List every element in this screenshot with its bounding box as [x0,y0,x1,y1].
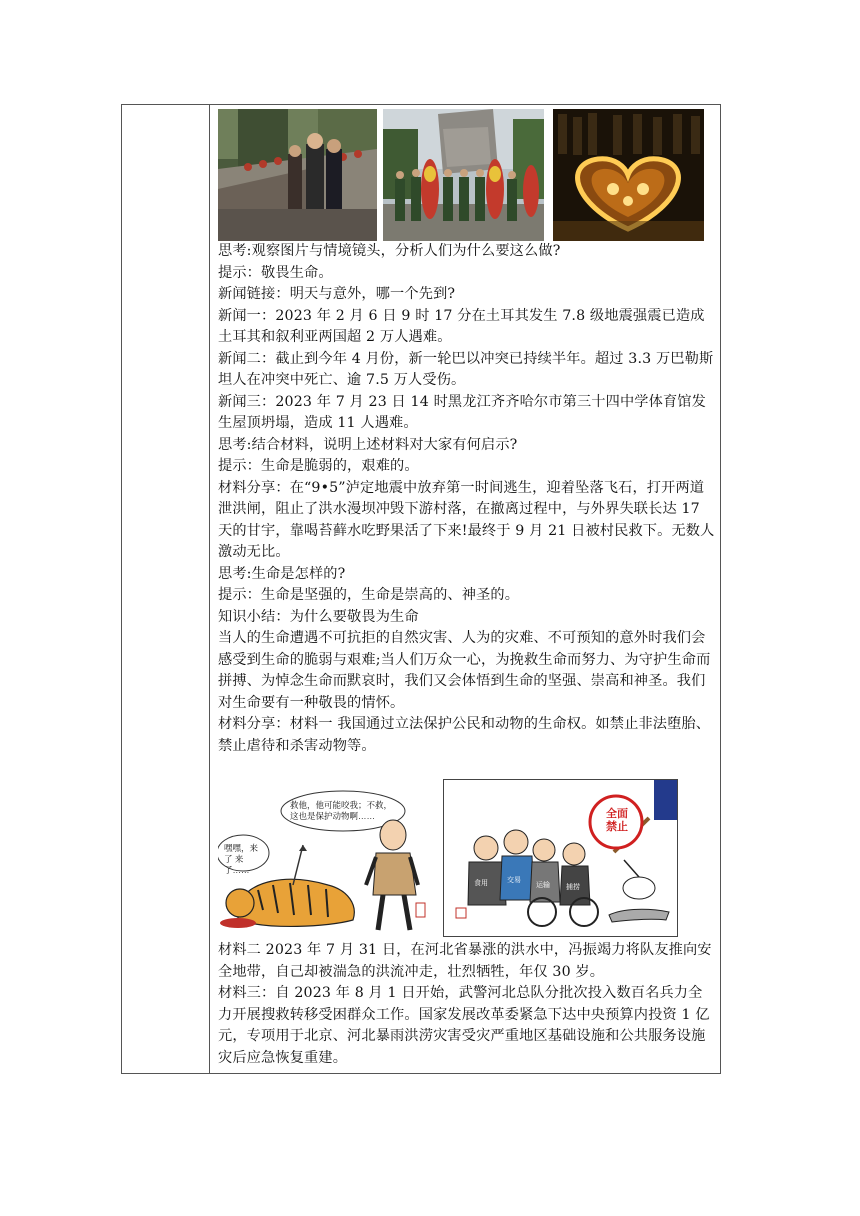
speech-bubble-right: 救他，他可能咬我；不救，这也是保护动物啊…… [290,800,393,821]
column-divider [209,105,210,1073]
paragraph-material-share-1: 材料分享：在“9•5”泸定地震中放弃第一时间逃生，迎着坠落飞石，打开两道泄洪闸，阻止了洪水漫坝冲毁下游村落，在撤离过程中，与外界失联长达 17 天的甘宇，靠喝苔藓水吃野果活了下来!最终于 9 月 21 日被村民救下。无数人激动无比。 [218,479,715,560]
photo-row [218,109,718,241]
paragraph-material-3: 材料三：自 2023 年 8 月 1 日开始，武警河北总队分批次投入数百名兵力全力开展搜救转移受困群众工作。国家发展改革委紧急下达中央预算内投资 1 亿元，专项用于北京、河北暴雨洪涝灾害受灾严重地区基础设施和公共服务设施灾后应急恢复重建。 [218,985,710,1066]
candlelight-vigil-photo [553,109,704,241]
paragraph-think-1: 思考:观察图片与情境镜头，分析人们为什么要这么做? [218,243,561,259]
wildlife-ban-cartoon [443,779,678,937]
lesson-table [121,104,721,1074]
paragraph-news-1: 新闻一：2023 年 2 月 6 日 9 时 17 分在土耳其发生 7.8 级地震强震已造成土耳其和叙利亚两国超 2 万人遇难。 [218,307,705,345]
paragraph-news-link: 新闻链接：明天与意外，哪一个先到? [218,286,456,302]
label-catch: 捕捞 [566,884,580,891]
paragraph-hint-3: 提示：生命是坚强的，生命是崇高的、神圣的。 [218,587,520,603]
paragraph-material-share-2: 材料分享：材料一 我国通过立法保护公民和动物的生命权。如禁止非法堕胎、禁止虐待和杀害动物等。 [218,716,711,754]
paragraph-think-2: 思考:结合材料，说明上述材料对大家有何启示? [218,436,518,453]
paragraph-summary-body: 当人的生命遭遇不可抗拒的自然灾害、人为的灾难、不可预知的意外时我们会感受到生命的脆弱与艰难;当人们万众一心，为挽救生命而努力、为守护生命而拼搏、为悼念生命而默哀时，我们又会体悟到生命的坚强、崇高和神圣。我们对生命要有一种敬畏的情怀。 [218,630,711,711]
paragraph-material-2: 材料二 2023 年 7 月 31 日，在河北省暴涨的洪水中，冯振竭力将队友推向安全地带，自己却被湍急的洪流冲走，壮烈牺牲，年仅 30 岁。 [218,942,712,980]
cartoon-row [218,779,718,939]
paragraph-hint-2: 提示：生命是脆弱的，艰难的。 [218,458,419,474]
paragraph-hint-1: 提示：敬畏生命。 [218,264,333,281]
paragraph-summary-title: 知识小结：为什么要敬畏为生命 [218,608,419,625]
tiger-cartoon [218,785,433,937]
memorial-crowd-photo [218,109,377,241]
speech-bubble-left: 嘿嘿，来了 来了…… [224,843,259,875]
label-transport: 运输 [536,882,550,889]
paragraph-think-3: 思考:生命是怎样的? [218,565,346,582]
paragraph-news-2: 新闻二：截止到今年 4 月份，新一轮巴以冲突已持续半年。超过 3.3 万巴勒斯坦人在冲突中死亡、逾 7.5 万人受伤。 [218,350,714,388]
paragraph-news-3: 新闻三：2023 年 7 月 23 日 14 时黑龙江齐齐哈尔市第三十四中学体育馆发生屋顶坍塌，造成 11 人遇难。 [218,393,706,431]
label-eat: 食用 [474,880,488,887]
label-trade: 交易 [507,877,521,884]
ban-sign-text: 全面 禁止 [606,808,628,833]
monument-soldiers-photo [383,109,544,241]
